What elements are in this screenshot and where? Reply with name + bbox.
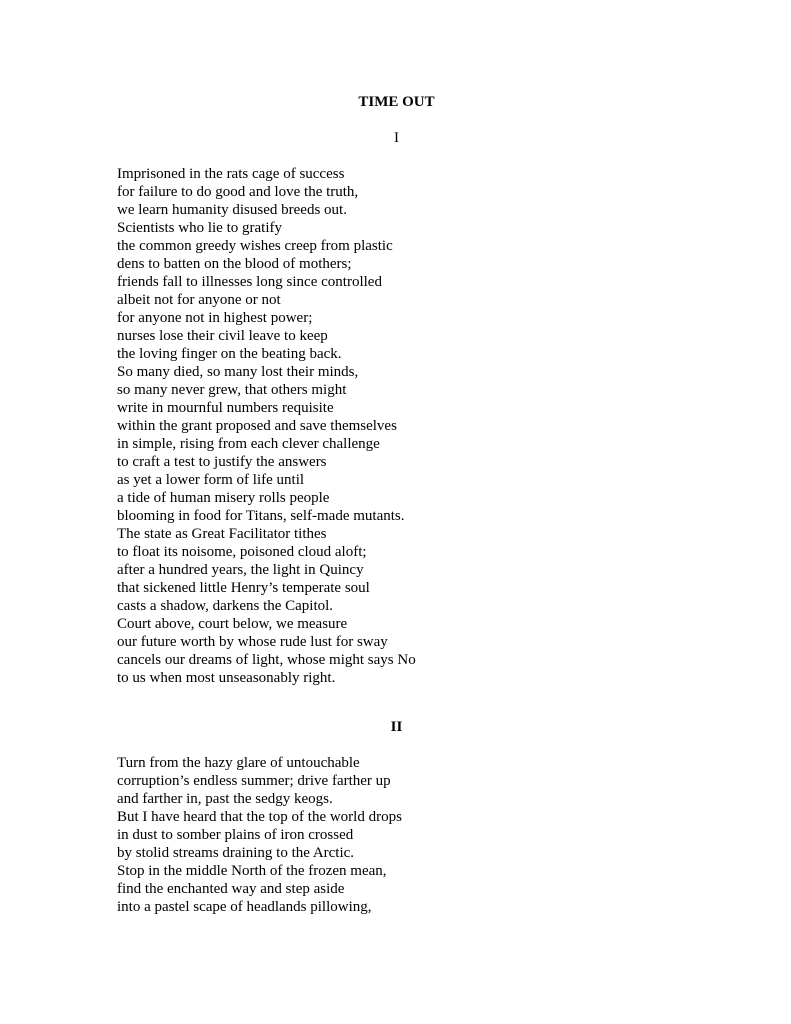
poem-line: that sickened little Henry’s temperate soul — [117, 580, 370, 596]
poem-line: to craft a test to justify the answers — [117, 454, 327, 470]
poem-line: to us when most unseasonably right. — [117, 670, 336, 686]
poem-line: a tide of human misery rolls people — [117, 490, 330, 506]
section-2-stanza — [117, 754, 677, 916]
poem-line: nurses lose their civil leave to keep — [117, 328, 328, 344]
poem-line: in simple, rising from each clever challenge — [117, 436, 380, 452]
poem-line: as yet a lower form of life until — [117, 472, 305, 488]
poem-line: for anyone not in highest power; — [117, 310, 313, 326]
poem-line: in dust to somber plains of iron crossed — [117, 827, 354, 843]
poem-line: our future worth by whose rude lust for sway — [117, 634, 388, 650]
poem-line: after a hundred years, the light in Quincy — [117, 562, 364, 578]
poem-line: so many never grew, that others might — [117, 382, 347, 398]
poem-title: TIME OUT — [358, 94, 435, 110]
section-numeral-2: II — [390, 719, 403, 735]
poem-line: Turn from the hazy glare of untouchable — [117, 755, 360, 771]
poem-line: Court above, court below, we measure — [117, 616, 348, 632]
poem-line: The state as Great Facilitator tithes — [117, 526, 327, 542]
poem-line: within the grant proposed and save themselves — [117, 418, 397, 434]
poem-line: by stolid streams draining to the Arctic. — [117, 845, 355, 861]
poem-line: albeit not for anyone or not — [117, 292, 281, 308]
poem-line: So many died, so many lost their minds, — [117, 364, 359, 380]
poem-line: corruption’s endless summer; drive farther up — [117, 773, 391, 789]
poem-line: But I have heard that the top of the world drops — [117, 809, 402, 825]
poem-line: Stop in the middle North of the frozen mean, — [117, 863, 387, 879]
poem-line: casts a shadow, darkens the Capitol. — [117, 598, 334, 614]
poem-line: Scientists who lie to gratify — [117, 220, 282, 236]
poem-line: to float its noisome, poisoned cloud aloft; — [117, 544, 367, 560]
poem-line: the common greedy wishes creep from plastic — [117, 238, 393, 254]
poem-line: we learn humanity disused breeds out. — [117, 202, 347, 218]
section-1-stanza — [117, 165, 677, 687]
poem-line: find the enchanted way and step aside — [117, 881, 345, 897]
poem-line: write in mournful numbers requisite — [117, 400, 334, 416]
poem-line: blooming in food for Titans, self-made mutants. — [117, 508, 405, 524]
section-numeral-1: I — [394, 130, 399, 146]
poem-line: cancels our dreams of light, whose might says No — [117, 652, 416, 668]
poem-line: and farther in, past the sedgy keogs. — [117, 791, 333, 807]
poem-line: for failure to do good and love the truth, — [117, 184, 359, 200]
poem-line: dens to batten on the blood of mothers; — [117, 256, 352, 272]
poem-line: friends fall to illnesses long since controlled — [117, 274, 382, 290]
poem-line: Imprisoned in the rats cage of success — [117, 166, 345, 182]
poem-line: the loving finger on the beating back. — [117, 346, 342, 362]
poem-line: into a pastel scape of headlands pillowing, — [117, 899, 372, 915]
